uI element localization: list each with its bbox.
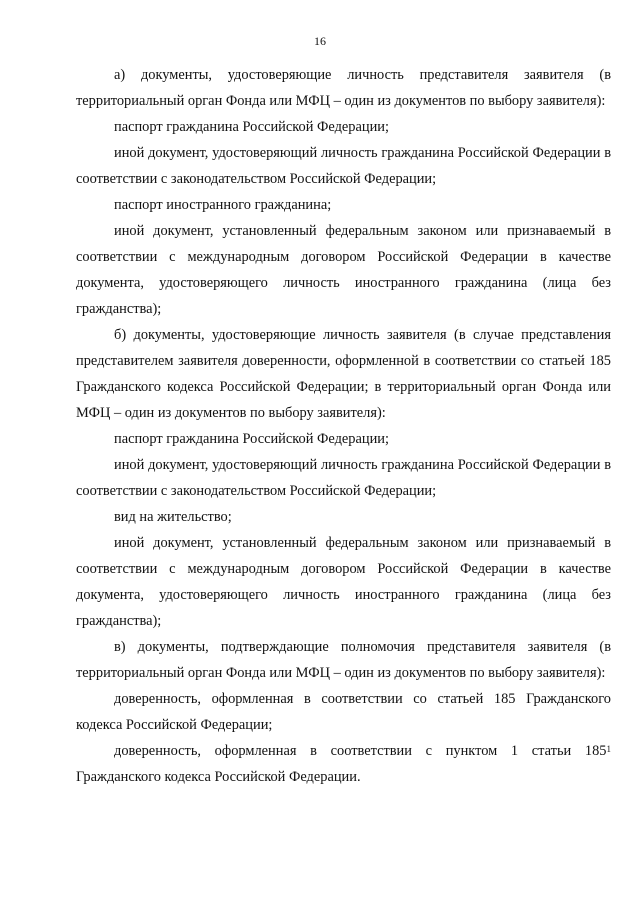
paragraph-a-passport-rf: паспорт гражданина Российской Федерации; [114, 119, 389, 135]
paragraph-a-foreign-passport: паспорт иностранного гражданина; [114, 197, 332, 213]
paragraph-v-power-of-attorney-185: доверенность, оформленная в соответствии со статьей 185 Гражданского кодекса Российской Федерации; [76, 691, 611, 733]
paragraph-b: б) документы, удостоверяющие личность заявителя (в случае представления представителем заявителя доверенности, оформленной в соответствии со статьей 185 Гражданского кодекса Российской Федерации; в территориальный орган Фонда или МФЦ – один из документов по выбору заявителя): [76, 327, 611, 421]
last-paragraph-text-before: доверенность, оформленная в соответствии с пунктом 1 статьи 185 [114, 743, 607, 759]
last-paragraph-text-after: Гражданского кодекса Российской Федерации. [76, 769, 361, 785]
paragraph-a-other-id-rf: иной документ, удостоверяющий личность гражданина Российской Федерации в соответствии с законодательством Российской Федерации; [76, 145, 611, 187]
paragraph-b-other-id-foreign: иной документ, установленный федеральным законом или признаваемый в соответствии с международным договором Российской Федерации в качестве документа, удостоверяющего личность иностранного гражданина (лица без гражданства); [76, 535, 611, 629]
paragraph-b-other-id-rf: иной документ, удостоверяющий личность гражданина Российской Федерации в соответствии с законодательством Российской Федерации; [76, 457, 611, 499]
article-superscript: 1 [606, 744, 611, 754]
paragraph-v: в) документы, подтверждающие полномочия представителя заявителя (в территориальный орган Фонда или МФЦ – один из документов по выбору заявителя): [76, 639, 611, 681]
paragraph-b-passport-rf: паспорт гражданина Российской Федерации; [114, 431, 389, 447]
paragraph-a-other-id-foreign: иной документ, установленный федеральным законом или признаваемый в соответствии с международным договором Российской Федерации в качестве документа, удостоверяющего личность иностранного гражданина (лица без гражданства); [76, 223, 611, 317]
paragraph-b-residence-permit: вид на жительство; [114, 509, 232, 525]
paragraph-v-power-of-attorney-185-1 [76, 738, 611, 790]
paragraph-a: а) документы, удостоверяющие личность представителя заявителя (в территориальный орган Фонда или МФЦ – один из документов по выбору заявителя): [76, 67, 611, 109]
document-body [76, 62, 611, 790]
page-number: 16 [314, 34, 326, 48]
